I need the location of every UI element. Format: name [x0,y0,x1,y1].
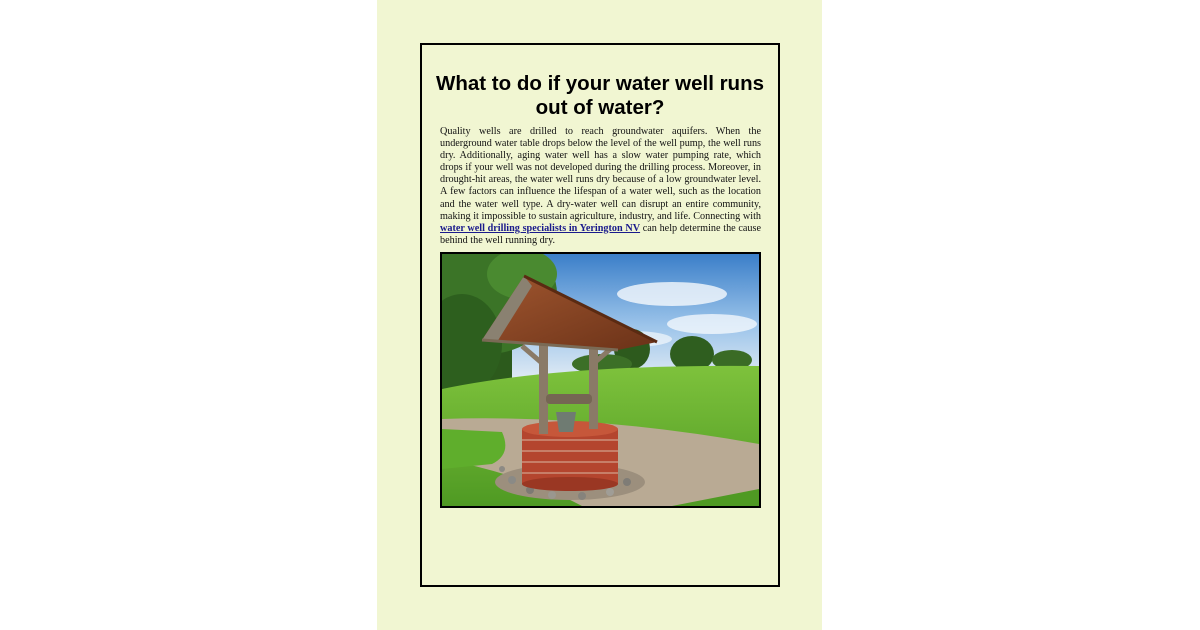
paragraph-text-before-link: Quality wells are drilled to reach groundwater aquifers. When the underground water table drops below the level of the well pump, the well runs dry. Additionally, aging water well has a slow water pumping rate, which drops if your well was not developed during the drilling process. Moreover, in drought-hit areas, the water well runs dry because of a low groundwater level. A few factors can influence the lifespan of a water well, such as the location and the water well type. A dry-water well can disrupt an entire community, making it impossible to sustain agriculture, industry, and life. Connecting with [440,126,761,222]
wishing-well-photo [440,252,761,508]
page-title: What to do if your water well runs out of water? [435,72,765,119]
document-page [377,0,822,630]
paragraph-text-after-link: can help determine the cause behind the well running dry. [440,222,761,246]
page-border-frame [420,43,780,587]
yerington-well-drilling-link[interactable]: water well drilling specialists in Yerington NV [440,222,641,234]
body-paragraph [440,126,761,247]
